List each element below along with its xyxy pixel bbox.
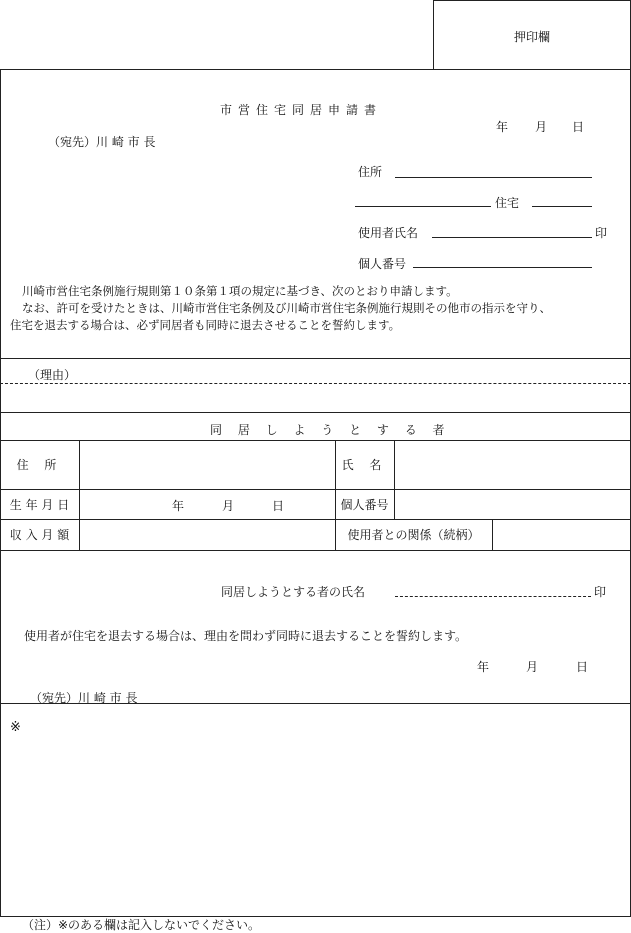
reason-field[interactable] bbox=[0, 384, 631, 412]
cohabitant-address-field[interactable] bbox=[80, 441, 334, 488]
birthdate-label: 生 年 月 日 bbox=[9, 497, 70, 512]
stamp-label: 押印欄 bbox=[514, 30, 551, 44]
pledge-addressee: （宛先）川 崎 市 長 bbox=[30, 691, 138, 705]
relationship-field[interactable] bbox=[493, 520, 630, 549]
form-title: 市営住宅同居申請書 bbox=[220, 103, 383, 117]
user-name-field[interactable] bbox=[432, 237, 592, 238]
cohabitant-personal-number-label: 個人番号 bbox=[340, 497, 389, 512]
income-field[interactable] bbox=[80, 520, 334, 549]
cohabitant-name-field[interactable] bbox=[395, 441, 630, 488]
office-mark: ※ bbox=[10, 720, 21, 735]
body-line-2: なお、許可を受けたときは、川崎市営住宅条例及び川崎市営住宅条例施行規則その他市の指示を守り、 bbox=[22, 301, 551, 315]
housing-label: 住宅 bbox=[495, 196, 520, 210]
pledge-statement: 使用者が住宅を退去する場合は、理由を問わず同時に退去することを誓約します。 bbox=[24, 629, 468, 643]
body-line-3: 住宅を退去する場合は、必ず同居者も同時に退去させることを誓約します。 bbox=[10, 318, 401, 332]
pledge-name-field[interactable] bbox=[395, 596, 591, 597]
cohabitant-address-label: 住 所 bbox=[16, 458, 63, 472]
divider bbox=[0, 550, 631, 551]
footnote: （注）※のある欄は記入しないでください。 bbox=[22, 918, 261, 932]
date-day: 日 bbox=[572, 120, 585, 134]
divider bbox=[0, 358, 631, 359]
reason-label: （理由） bbox=[28, 368, 77, 382]
housing-field[interactable] bbox=[355, 206, 491, 207]
pledge-seal: 印 bbox=[594, 585, 607, 599]
personal-number-field[interactable] bbox=[413, 267, 592, 268]
income-label: 収 入 月 額 bbox=[9, 528, 70, 542]
housing-number-field[interactable] bbox=[532, 206, 592, 207]
body-text bbox=[10, 283, 610, 334]
address-label: 住所 bbox=[358, 165, 383, 179]
cohabitant-personal-number-field[interactable] bbox=[395, 490, 630, 518]
address-field[interactable] bbox=[395, 177, 592, 178]
pledge-date-month: 月 bbox=[526, 660, 539, 674]
birthdate-day[interactable]: 日 bbox=[272, 499, 285, 513]
cohabitant-section-title: 同 居 し よ う と す る 者 bbox=[210, 423, 451, 437]
pledge-date-year: 年 bbox=[477, 660, 490, 674]
birthdate-month[interactable]: 月 bbox=[222, 499, 235, 513]
divider bbox=[0, 703, 631, 704]
birthdate-year[interactable]: 年 bbox=[172, 499, 185, 513]
user-name-label: 使用者氏名 bbox=[358, 226, 419, 240]
cohabitant-name-label: 氏 名 bbox=[341, 458, 388, 472]
body-line-1: 川崎市営住宅条例施行規則第１０条第１項の規定に基づき、次のとおり申請します。 bbox=[22, 284, 458, 298]
pledge-name-label: 同居しようとする者の氏名 bbox=[221, 585, 366, 599]
personal-number-label: 個人番号 bbox=[358, 257, 407, 271]
addressee: （宛先）川 崎 市 長 bbox=[48, 135, 156, 149]
divider bbox=[0, 412, 631, 413]
date-month: 月 bbox=[535, 120, 548, 134]
relationship-label: 使用者との関係（続柄） bbox=[347, 528, 480, 542]
pledge-date-day: 日 bbox=[576, 660, 589, 674]
date-year: 年 bbox=[496, 120, 509, 134]
user-seal: 印 bbox=[595, 226, 608, 240]
